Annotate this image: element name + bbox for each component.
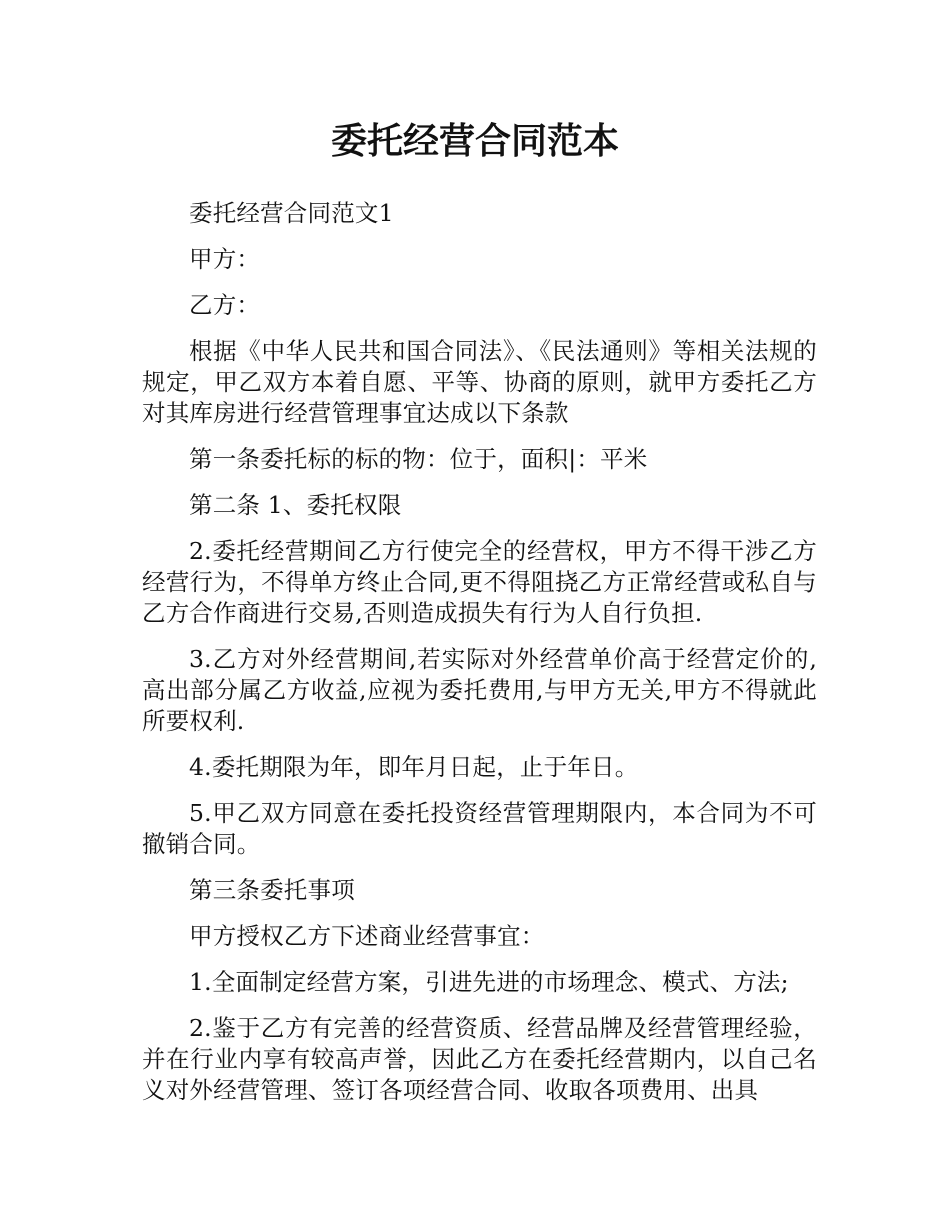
clause-5: 5.甲乙双方同意在委托投资经营管理期限内，本合同为不可撤销合同。 — [142, 799, 817, 858]
clause-4: 4.委托期限为年，即年月日起，止于年日。 — [189, 753, 639, 781]
matter-1: 1.全面制定经营方案，引进先进的市场理念、模式、方法; — [189, 968, 789, 996]
clause-3: 3.乙方对外经营期间,若实际对外经营单价高于经营定价的,高出部分属乙方收益,应视为委托费用,与甲方无关,甲方不得就此所要权利. — [142, 645, 817, 735]
article-three: 第三条委托事项 — [189, 876, 355, 904]
article-two: 第二条 1、委托权限 — [189, 491, 402, 519]
page-title: 委托经营合同范本 — [330, 121, 619, 162]
article-one: 第一条委托标的标的物：位于，面积|：平米 — [189, 445, 648, 473]
party-a-line: 甲方： — [189, 245, 261, 273]
document-body — [142, 198, 817, 1121]
section-heading: 委托经营合同范文1 — [189, 199, 394, 227]
authorization-intro: 甲方授权乙方下述商业经营事宜： — [189, 922, 545, 950]
party-b-line: 乙方： — [189, 291, 261, 319]
clause-2: 2.委托经营期间乙方行使完全的经营权，甲方不得干涉乙方经营行为，不得单方终止合同,更不得阻挠乙方正常经营或私自与乙方合作商进行交易,否则造成损失有行为人自行负担. — [142, 537, 817, 627]
preamble-paragraph: 根据《中华人民共和国合同法》、《民法通则》等相关法规的规定，甲乙双方本着自愿、平等、协商的原则，就甲方委托乙方对其库房进行经营管理事宜达成以下条款 — [142, 337, 817, 427]
matter-2: 2.鉴于乙方有完善的经营资质、经营品牌及经营管理经验，并在行业内享有较高声誉，因此乙方在委托经营期内，以自己名义对外经营管理、签订各项经营合同、收取各项费用、出具 — [142, 1014, 817, 1104]
